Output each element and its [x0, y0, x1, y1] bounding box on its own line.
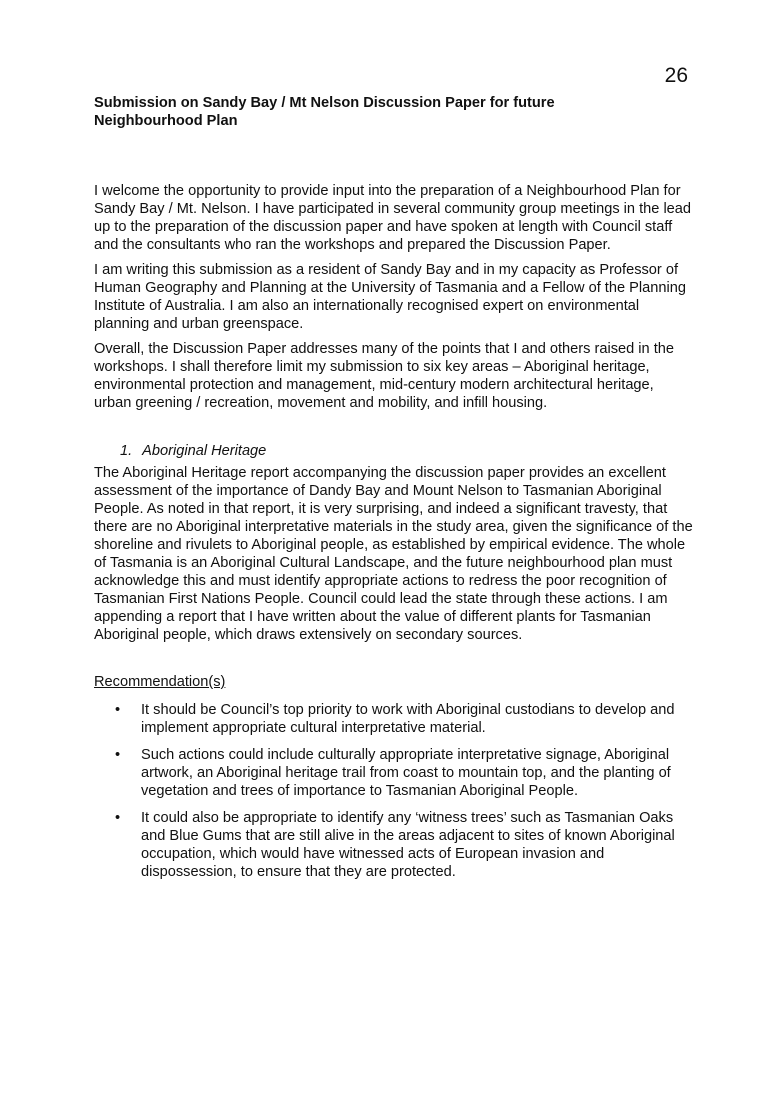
recommendation-text: It could also be appropriate to identify any ‘witness trees’ such as Tasmanian Oaks and Blue Gums that are still alive in the areas adjacent to sites of known Aboriginal occupation, which would have witnessed acts of European invasion and dispossession, to ensure that they are protected.	[141, 810, 675, 880]
title-line-2: Neighbourhood Plan	[94, 113, 238, 129]
recommendation-text: Such actions could include culturally appropriate interpretative signage, Aboriginal artwork, an Aboriginal heritage trail from coast to mountain top, and the planting of vegetation and trees of importance to Tasmanian Aboriginal People.	[141, 747, 671, 799]
section-heading-aboriginal-heritage	[94, 442, 694, 460]
section-title: Aboriginal Heritage	[142, 443, 267, 459]
overview-paragraph: Overall, the Discussion Paper addresses many of the points that I and others raised in the workshops. I shall therefore limit my submission to six key areas – Aboriginal heritage, environmental protection and management, mid-century modern architectural heritage, urban greening / recreation, movement and mobility, and infill housing.	[94, 341, 675, 411]
bullet-icon: •	[115, 702, 121, 718]
list-item	[94, 809, 694, 881]
recommendations-heading: Recommendation(s)	[94, 674, 226, 690]
intro-paragraph: I welcome the opportunity to provide input into the preparation of a Neighbourhood Plan for Sandy Bay / Mt. Nelson. I have participated in several community group meetings in the lead up to the preparation of the discussion paper and have spoken at length with Council staff and the consultants who ran the workshops and prepared the Discussion Paper.	[94, 183, 692, 253]
section-number: 1.	[120, 443, 133, 459]
document-body	[94, 94, 694, 890]
section-body-aboriginal-heritage: The Aboriginal Heritage report accompanying the discussion paper provides an excellent assessment of the importance of Dandy Bay and Mount Nelson to Tasmanian Aboriginal People. As noted in that report, it is very surprising, and indeed a significant travesty, that there are no Aboriginal interpretative materials in the study area, given the significance of the shoreline and rivulets to Aboriginal people, as established by empirical evidence. The whole of Tasmania is an Aboriginal Cultural Landscape, and the future neighbourhood plan must acknowledge this and must identify appropriate actions to redress the poor recognition of Tasmanian First Nations People. Council could lead the state through these actions. I am appending a report that I have written about the value of different plants for Tasmanian Aboriginal people, which draws extensively on secondary sources.	[94, 465, 693, 643]
list-item	[94, 701, 694, 737]
list-item	[94, 746, 694, 800]
bullet-icon: •	[115, 747, 121, 763]
page-number: 26	[664, 64, 688, 87]
recommendations-list	[94, 701, 694, 881]
document-title	[94, 94, 694, 130]
bullet-icon: •	[115, 810, 121, 826]
role-paragraph: I am writing this submission as a resident of Sandy Bay and in my capacity as Professor of Human Geography and Planning at the University of Tasmania and a Fellow of the Planning Institute of Australia. I am also an internationally recognised expert on environmental planning and urban greenspace.	[94, 262, 686, 332]
title-line-1: Submission on Sandy Bay / Mt Nelson Discussion Paper for future	[94, 95, 555, 111]
recommendation-text: It should be Council’s top priority to work with Aboriginal custodians to develop and implement appropriate cultural interpretative material.	[141, 702, 675, 736]
